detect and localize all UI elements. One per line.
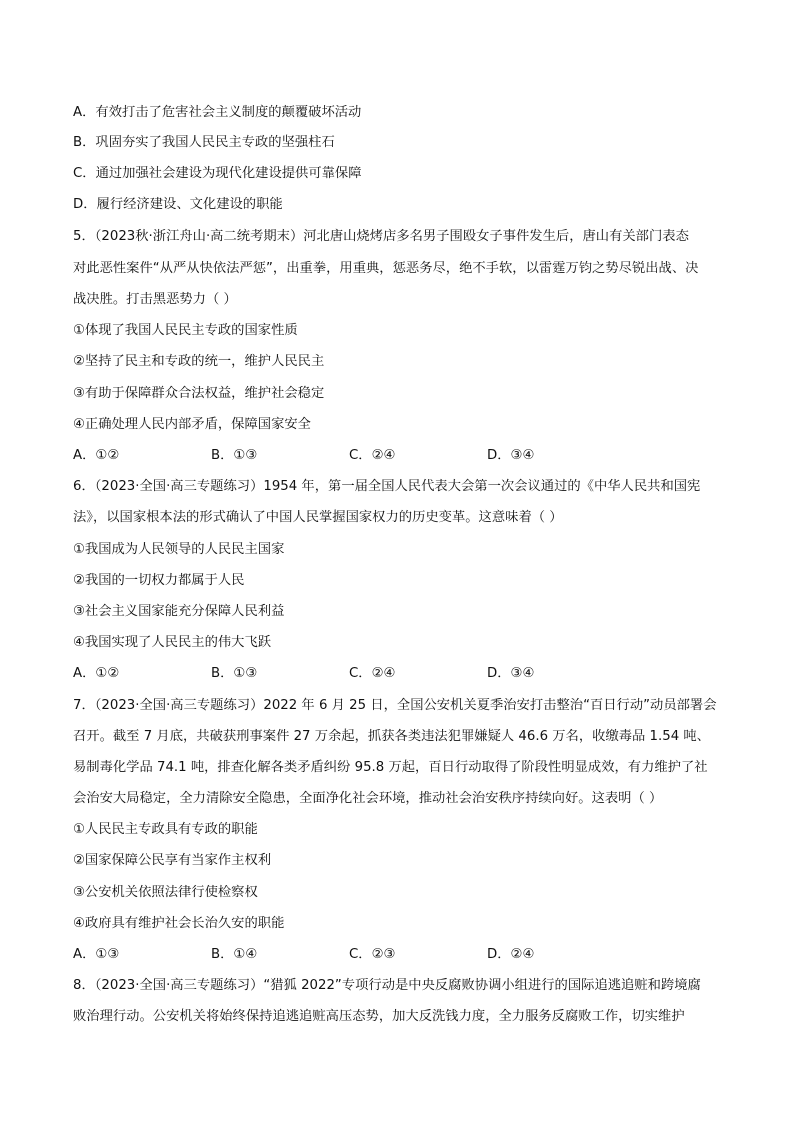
q5-choice-d: D．③④ bbox=[487, 448, 535, 463]
q7-statement-3: ③公安机关依照法律行使检察权 bbox=[73, 885, 258, 900]
q6-statement-1: ①我国成为人民领导的人民民主国家 bbox=[73, 542, 285, 557]
q7-choices bbox=[73, 946, 723, 964]
q6-choice-b: B．①③ bbox=[211, 666, 258, 681]
q5-stem-line-3: 战决胜。打击黑恶势力（ ） bbox=[73, 292, 237, 307]
q6-stem-line-2: 法》，以国家根本法的形式确认了中国人民掌握国家权力的历史变革。这意味着（ ） bbox=[73, 510, 563, 525]
q7-choice-a: A．①③ bbox=[73, 947, 120, 962]
q7-choice-b: B．①④ bbox=[211, 947, 258, 962]
q7-statement-1: ①人民民主专政具有专政的职能 bbox=[73, 822, 258, 837]
q8-stem-line-2: 败治理行动。公安机关将始终保持追逃追赃高压态势，加大反洗钱力度，全力服务反腐败工作，切实维护 bbox=[73, 1009, 685, 1024]
q6-choice-c: C．②④ bbox=[349, 666, 396, 681]
option-b: B．巩固夯实了我国人民民主专政的坚强柱石 bbox=[73, 135, 335, 150]
q5-stem-line-2: 对此恶性案件“从严从快依法严惩”，出重拳，用重典，惩恶务尽，绝不手软，以雷霆万钧之势尽锐出战、决 bbox=[73, 261, 699, 276]
q6-statement-3: ③社会主义国家能充分保障人民利益 bbox=[73, 604, 285, 619]
q6-choice-d: D．③④ bbox=[487, 666, 535, 681]
q5-choice-b: B．①③ bbox=[211, 448, 258, 463]
q8-stem-line-1: 8．（2023·全国·高三专题练习）“猎狐 2022”专项行动是中央反腐败协调小组进行的国际追逃追赃和跨境腐 bbox=[73, 978, 701, 993]
q6-statement-4: ④我国实现了人民民主的伟大飞跃 bbox=[73, 635, 272, 650]
option-c: C．通过加强社会建设为现代化建设提供可靠保障 bbox=[73, 166, 362, 181]
q7-statement-4: ④政府具有维护社会长治久安的职能 bbox=[73, 916, 285, 931]
q5-choice-a: A．①② bbox=[73, 448, 120, 463]
q7-stem-line-2: 召开。截至 7 月底，共破获刑事案件 27 万余起，抓获各类违法犯罪嫌疑人 46.6 万名，收缴毒品 1.54 吨、 bbox=[73, 729, 710, 744]
q6-choice-a: A．①② bbox=[73, 666, 120, 681]
q7-stem-line-4: 会治安大局稳定，全力清除安全隐患，全面净化社会环境，推动社会治安秩序持续向好。这表明（ ） bbox=[73, 791, 663, 806]
q6-choices bbox=[73, 665, 723, 683]
option-a: A．有效打击了危害社会主义制度的颠覆破坏活动 bbox=[73, 105, 362, 120]
q7-choice-c: C．②③ bbox=[349, 947, 396, 962]
q5-stem-line-1: 5．（2023秋·浙江舟山·高二统考期末）河北唐山烧烤店多名男子围殴女子事件发生后，唐山有关部门表态 bbox=[73, 229, 689, 244]
q5-statement-2: ②坚持了民主和专政的统一，维护人民民主 bbox=[73, 354, 325, 369]
q7-statement-2: ②国家保障公民享有当家作主权利 bbox=[73, 853, 272, 868]
q7-choice-d: D．②④ bbox=[487, 947, 535, 962]
q5-statement-4: ④正确处理人民内部矛盾，保障国家安全 bbox=[73, 417, 311, 432]
option-d: D．履行经济建设、文化建设的职能 bbox=[73, 197, 283, 212]
q6-stem-line-1: 6．（2023·全国·高三专题练习）1954 年，第一届全国人民代表大会第一次会议通过的《中华人民共和国宪 bbox=[73, 479, 701, 494]
q6-statement-2: ②我国的一切权力都属于人民 bbox=[73, 573, 245, 588]
q5-choices bbox=[73, 447, 723, 465]
q5-statement-1: ①体现了我国人民民主专政的国家性质 bbox=[73, 323, 298, 338]
q5-choice-c: C．②④ bbox=[349, 448, 396, 463]
q7-stem-line-3: 易制毒化学品 74.1 吨，排查化解各类矛盾纠纷 95.8 万起，百日行动取得了阶段性明显成效，有力维护了社 bbox=[73, 760, 708, 775]
q5-statement-3: ③有助于保障群众合法权益，维护社会稳定 bbox=[73, 386, 325, 401]
q7-stem-line-1: 7．（2023·全国·高三专题练习）2022 年 6 月 25 日，全国公安机关夏季治安打击整治“百日行动”动员部署会 bbox=[73, 698, 717, 713]
